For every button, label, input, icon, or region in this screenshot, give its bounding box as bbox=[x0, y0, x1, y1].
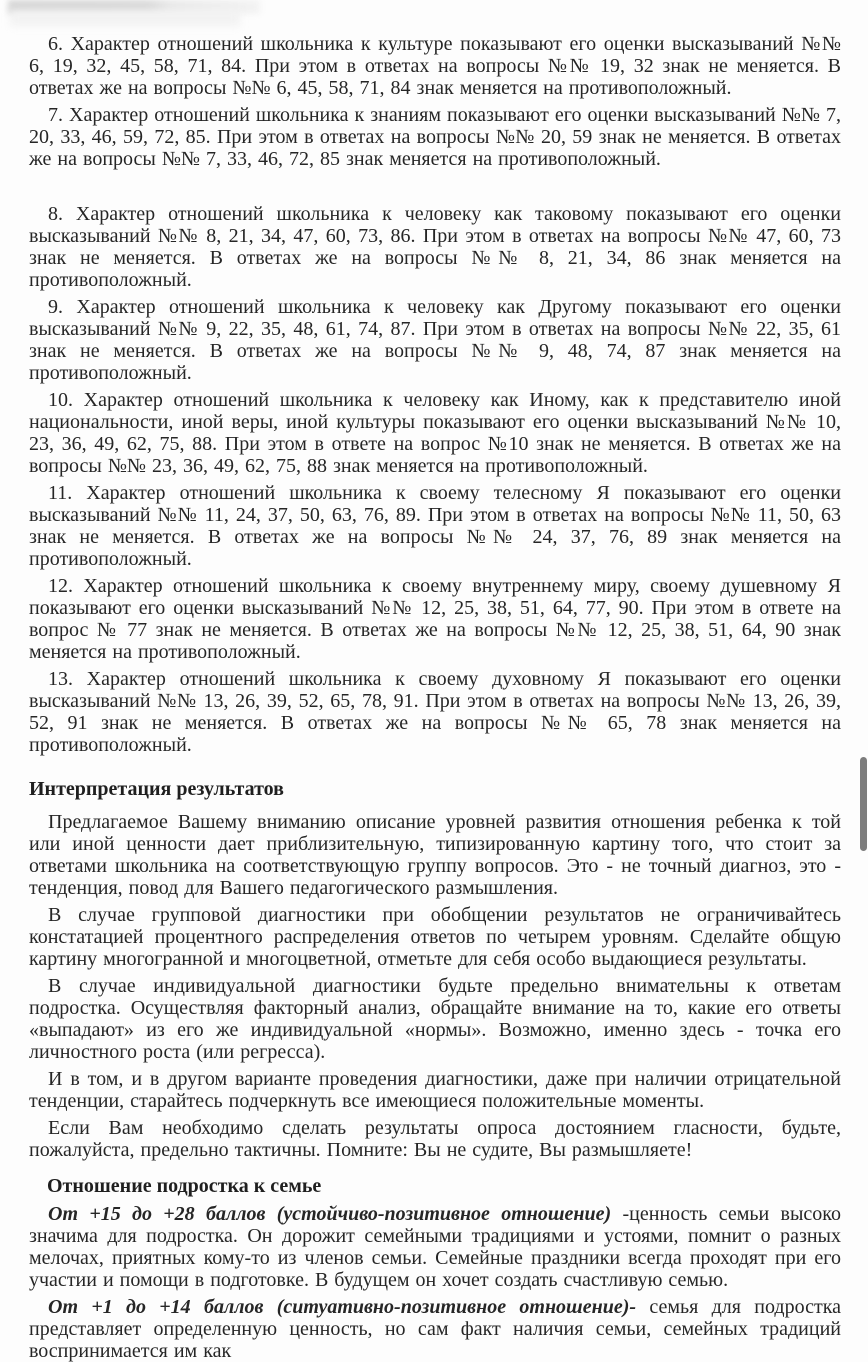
scan-artifact-shadow bbox=[10, 10, 240, 26]
numbered-item-10: 10. Характер отношений школьника к человеку как Иному, как к представителю иной национальности, иной веры, иной культуры показывают его оценки высказываний №№ 10, 23, 36, 49, 62, 75, 88. При этом в ответе на вопрос №10 знак не меняется. В ответах же на вопросы №№ 23, 36, 49, 62, 75, 88 знак меняется на противоположный. bbox=[29, 389, 841, 477]
interpretation-paragraph-3: В случае индивидуальной диагностики будьте предельно внимательны к ответам подростка. Осуществляя факторный анализ, обращайте внимание на то, какие его ответы «выпадают» из его же индивидуальной «нормы». Возможно, именно здесь - точка его личностного роста (или регресса). bbox=[29, 975, 841, 1063]
numbered-item-7: 7. Характер отношений школьника к знаниям показывают его оценки высказываний №№ 7, 20, 33, 46, 59, 72, 85. При этом в ответах на вопросы №№ 20, 59 знак не меняется. В ответах же на вопросы №№ 7, 33, 46, 72, 85 знак меняется на противоположный. bbox=[29, 104, 841, 170]
interpretation-paragraph-1: Предлагаемое Вашему вниманию описание уровней развития отношения ребенка к той или иной ценности дает приблизительную, типизированную картину того, что стоит за ответами школьника на соответствующую группу вопросов. Это - не точный диагноз, это - тенденция, повод для Вашего педагогического размышления. bbox=[29, 811, 841, 899]
family-paragraph-1-text: -ценность семьи высоко значима для подростка. Он дорожит семейными традициями и устоями, помнит о разных мелочах, приятных кому-то из членов семьи. Семейные праздники всегда проходят при его участии и помощи в подготовке. В будущем он хочет создать счастливую семью. bbox=[29, 1203, 841, 1291]
family-paragraph-2-text: семья для подростка представляет определенную ценность, но сам факт наличия семьи, семейных традиций воспринимается им как bbox=[29, 1296, 841, 1362]
numbered-item-13: 13. Характер отношений школьника к своему духовному Я показывают его оценки высказываний №№ 13, 26, 39, 52, 65, 78, 91. При этом в ответах на вопросы №№ 13, 26, 39, 52, 91 знак не меняется. В ответах же на вопросы №№ 65, 78 знак меняется на противоположный. bbox=[29, 668, 841, 756]
family-paragraph-2 bbox=[29, 1296, 841, 1362]
section-heading-interpretation: Интерпретация результатов bbox=[29, 778, 284, 800]
numbered-item-6: 6. Характер отношений школьника к культуре показывают его оценки высказываний №№ 6, 19, 32, 45, 58, 71, 84. При этом в ответах на вопросы №№ 19, 32 знак не меняется. В ответах же на вопросы №№ 6, 45, 58, 71, 84 знак меняется на противоположный. bbox=[29, 33, 841, 99]
numbered-item-12: 12. Характер отношений школьника к своему внутреннему миру, своему душевному Я показывают его оценки высказываний №№ 12, 25, 38, 51, 64, 77, 90. При этом в ответе на вопрос № 77 знак не меняется. В ответах же на вопросы №№ 12, 25, 38, 51, 64, 90 знак меняется на противоположный. bbox=[29, 575, 841, 663]
numbered-item-9: 9. Характер отношений школьника к человеку как Другому показывают его оценки высказываний №№ 9, 22, 35, 48, 61, 74, 87. При этом в ответах на вопросы №№ 22, 35, 61 знак не меняется. В ответах же на вопросы №№ 9, 48, 74, 87 знак меняется на противоположный. bbox=[29, 296, 841, 384]
family-paragraph-1 bbox=[29, 1203, 841, 1291]
numbered-item-11: 11. Характер отношений школьника к своему телесному Я показывают его оценки высказываний №№ 11, 24, 37, 50, 63, 76, 89. При этом в ответах на вопросы №№ 11, 50, 63 знак не меняется. В ответах же на вопросы №№ 24, 37, 76, 89 знак меняется на противоположный. bbox=[29, 482, 841, 570]
section-heading-family: Отношение подростка к семье bbox=[47, 1175, 322, 1197]
score-range-lead-2: От +1 до +14 баллов (ситуативно-позитивное отношение)- bbox=[48, 1296, 637, 1318]
score-range-lead-1: От +15 до +28 баллов (устойчиво-позитивное отношение) bbox=[48, 1203, 612, 1225]
interpretation-paragraph-2: В случае групповой диагностики при обобщении результатов не ограничивайтесь констатацией процентного распределения ответов по четырем уровням. Сделайте общую картину многогранной и многоцветной, отметьте для себя особо выдающиеся результаты. bbox=[29, 904, 841, 970]
interpretation-paragraph-5: Если Вам необходимо сделать результаты опроса достоянием гласности, будьте, пожалуйста, предельно тактичны. Помните: Вы не судите, Вы размышляете! bbox=[29, 1117, 841, 1161]
numbered-item-8: 8. Характер отношений школьника к человеку как таковому показывают его оценки высказываний №№ 8, 21, 34, 47, 60, 73, 86. При этом в ответах на вопросы №№ 47, 60, 73 знак не меняется. В ответах же на вопросы №№ 8, 21, 34, 86 знак меняется на противоположный. bbox=[29, 203, 841, 291]
interpretation-paragraph-4: И в том, и в другом варианте проведения диагностики, даже при наличии отрицательной тенденции, старайтесь подчеркнуть все имеющиеся положительные моменты. bbox=[29, 1068, 841, 1112]
scrollbar-thumb[interactable] bbox=[860, 757, 867, 851]
